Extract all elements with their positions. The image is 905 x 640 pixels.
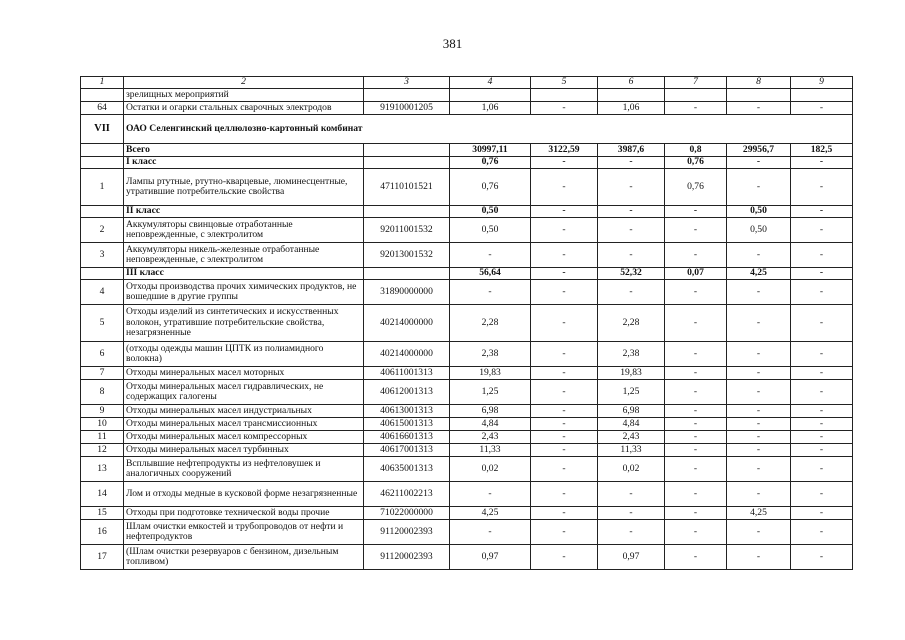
value-col4-cell: 19,83 [450, 367, 531, 380]
value-col4-cell: 0,50 [450, 206, 531, 218]
value-col7-cell: - [665, 102, 727, 115]
value-col7-cell: - [665, 405, 727, 418]
value-col6-cell: 2,28 [598, 305, 665, 342]
value-col9-cell: - [791, 169, 853, 206]
value-col6-cell: - [598, 169, 665, 206]
table-row [81, 305, 853, 342]
waste-name-cell: I класс [124, 157, 364, 169]
table-row [81, 444, 853, 457]
value-col4-cell: 0,02 [450, 457, 531, 482]
waste-code-cell: 40615001313 [364, 418, 450, 431]
waste-code-cell: 40214000000 [364, 342, 450, 367]
value-col9-cell: - [791, 520, 853, 545]
waste-name-cell: (Шлам очистки резервуаров с бензином, дизельным топливом) [124, 545, 364, 570]
table-row [81, 342, 853, 367]
value-col4-cell: 6,98 [450, 405, 531, 418]
value-col6-cell [598, 89, 665, 102]
value-col5-cell: - [531, 206, 598, 218]
value-col6-cell: 0,97 [598, 545, 665, 570]
value-col8-cell: - [727, 169, 791, 206]
value-col7-cell: - [665, 367, 727, 380]
row-number-cell: 9 [81, 405, 124, 418]
class-total-row [81, 144, 853, 157]
waste-name-cell: III класс [124, 268, 364, 280]
value-col6-cell: - [598, 520, 665, 545]
value-col5-cell: - [531, 482, 598, 507]
value-col4-cell: 0,76 [450, 169, 531, 206]
value-col5-cell: - [531, 444, 598, 457]
table-row [81, 102, 853, 115]
value-col4-cell: 4,84 [450, 418, 531, 431]
waste-name-cell: (отходы одежды машин ЦПТК из полиамидного волокна) [124, 342, 364, 367]
value-col8-cell: - [727, 102, 791, 115]
value-col6-cell: 52,32 [598, 268, 665, 280]
waste-code-cell: 91120002393 [364, 545, 450, 570]
value-col9-cell [791, 89, 853, 102]
value-col7-cell: - [665, 507, 727, 520]
value-col9-cell: - [791, 342, 853, 367]
value-col9-cell: - [791, 418, 853, 431]
value-col8-cell: - [727, 367, 791, 380]
value-col6-cell: - [598, 280, 665, 305]
value-col5-cell: - [531, 280, 598, 305]
waste-name-cell: Отходы при подготовке технической воды прочие [124, 507, 364, 520]
value-col6-cell: 2,43 [598, 431, 665, 444]
table-row [81, 520, 853, 545]
page-number: 381 [442, 36, 463, 51]
waste-table [80, 76, 853, 570]
column-header: 5 [531, 77, 598, 89]
waste-code-cell: 91120002393 [364, 520, 450, 545]
value-col5-cell: - [531, 305, 598, 342]
value-col8-cell: - [727, 243, 791, 268]
row-number-cell: 11 [81, 431, 124, 444]
value-col9-cell: - [791, 268, 853, 280]
row-number-cell [81, 144, 124, 157]
value-col4-cell: 56,64 [450, 268, 531, 280]
value-col7-cell: - [665, 206, 727, 218]
waste-code-cell [364, 89, 450, 102]
value-col8-cell: - [727, 444, 791, 457]
waste-name-cell: Остатки и огарки стальных сварочных электродов [124, 102, 364, 115]
waste-name-cell: Отходы минеральных масел гидравлических, не содержащих галогены [124, 380, 364, 405]
value-col8-cell: - [727, 545, 791, 570]
table-row [81, 243, 853, 268]
waste-code-cell: 46211002213 [364, 482, 450, 507]
class-total-row [81, 206, 853, 218]
row-number-cell [81, 89, 124, 102]
waste-code-cell: 40616601313 [364, 431, 450, 444]
row-number-cell: 12 [81, 444, 124, 457]
value-col8-cell: 4,25 [727, 268, 791, 280]
table-row [81, 405, 853, 418]
row-number-cell: VII [81, 115, 124, 144]
value-col5-cell: - [531, 218, 598, 243]
row-number-cell: 13 [81, 457, 124, 482]
value-col7-cell: 0,07 [665, 268, 727, 280]
waste-name-cell: Отходы минеральных масел турбинных [124, 444, 364, 457]
value-col8-cell: - [727, 305, 791, 342]
value-col4-cell: 4,25 [450, 507, 531, 520]
value-col5-cell [531, 89, 598, 102]
value-col6-cell: - [598, 482, 665, 507]
value-col7-cell: 0,76 [665, 157, 727, 169]
value-col6-cell: 0,02 [598, 457, 665, 482]
value-col5-cell: - [531, 431, 598, 444]
value-col5-cell: - [531, 545, 598, 570]
value-col5-cell: - [531, 380, 598, 405]
value-col4-cell: 1,06 [450, 102, 531, 115]
value-col4-cell: 0,76 [450, 157, 531, 169]
column-header: 9 [791, 77, 853, 89]
value-col9-cell: - [791, 405, 853, 418]
waste-code-cell: 91910001205 [364, 102, 450, 115]
waste-code-cell: 40612001313 [364, 380, 450, 405]
row-number-cell: 15 [81, 507, 124, 520]
value-col4-cell: 0,50 [450, 218, 531, 243]
value-col9-cell: - [791, 243, 853, 268]
row-number-cell: 2 [81, 218, 124, 243]
value-col6-cell: - [598, 206, 665, 218]
value-col5-cell: - [531, 157, 598, 169]
waste-code-cell [364, 206, 450, 218]
value-col4-cell: 2,43 [450, 431, 531, 444]
value-col5-cell: - [531, 367, 598, 380]
value-col4-cell: - [450, 482, 531, 507]
value-col9-cell: - [791, 206, 853, 218]
table-header-row [81, 77, 853, 89]
value-col6-cell: - [598, 157, 665, 169]
table-row [81, 418, 853, 431]
value-col7-cell: - [665, 280, 727, 305]
table-row [81, 218, 853, 243]
value-col8-cell: - [727, 520, 791, 545]
value-col4-cell: 1,25 [450, 380, 531, 405]
value-col6-cell: 19,83 [598, 367, 665, 380]
value-col6-cell: - [598, 218, 665, 243]
value-col5-cell: 3122,59 [531, 144, 598, 157]
value-col6-cell: - [598, 243, 665, 268]
value-col4-cell: - [450, 280, 531, 305]
waste-code-cell [364, 268, 450, 280]
value-col9-cell: - [791, 157, 853, 169]
value-col8-cell: - [727, 280, 791, 305]
value-col4-cell [450, 89, 531, 102]
waste-name-cell: Отходы минеральных масел моторных [124, 367, 364, 380]
waste-code-cell: 40613001313 [364, 405, 450, 418]
waste-code-cell: 40635001313 [364, 457, 450, 482]
waste-code-cell: 31890000000 [364, 280, 450, 305]
value-col7-cell: - [665, 342, 727, 367]
value-col7-cell: - [665, 305, 727, 342]
value-col9-cell: - [791, 507, 853, 520]
value-col5-cell: - [531, 102, 598, 115]
value-col7-cell: - [665, 482, 727, 507]
value-col8-cell: - [727, 482, 791, 507]
value-col9-cell: - [791, 444, 853, 457]
waste-code-cell [364, 144, 450, 157]
value-col9-cell: - [791, 457, 853, 482]
class-total-row [81, 268, 853, 280]
value-col4-cell: 30997,11 [450, 144, 531, 157]
value-col4-cell: 2,38 [450, 342, 531, 367]
value-col6-cell: 11,33 [598, 444, 665, 457]
waste-name-cell: Отходы минеральных масел компрессорных [124, 431, 364, 444]
value-col7-cell: - [665, 545, 727, 570]
value-col7-cell: - [665, 418, 727, 431]
value-col9-cell: - [791, 431, 853, 444]
waste-code-cell: 92013001532 [364, 243, 450, 268]
row-number-cell [81, 268, 124, 280]
class-total-row [81, 157, 853, 169]
value-col5-cell: - [531, 169, 598, 206]
value-col5-cell: - [531, 507, 598, 520]
waste-code-cell: 71022000000 [364, 507, 450, 520]
value-col5-cell: - [531, 457, 598, 482]
value-col8-cell: - [727, 405, 791, 418]
value-col7-cell: - [665, 444, 727, 457]
value-col8-cell: - [727, 431, 791, 444]
value-col7-cell: 0,8 [665, 144, 727, 157]
waste-name-cell: Отходы минеральных масел трансмиссионных [124, 418, 364, 431]
row-number-cell: 64 [81, 102, 124, 115]
column-header: 1 [81, 77, 124, 89]
value-col4-cell: - [450, 520, 531, 545]
value-col4-cell: 0,97 [450, 545, 531, 570]
value-col7-cell: - [665, 380, 727, 405]
waste-name-cell: Отходы производства прочих химических продуктов, не вошедшие в другие группы [124, 280, 364, 305]
row-number-cell: 1 [81, 169, 124, 206]
value-col8-cell: - [727, 380, 791, 405]
waste-name-cell: Отходы минеральных масел индустриальных [124, 405, 364, 418]
waste-name-cell: Отходы изделий из синтетических и искусственных волокон, утратившие потребительские свойства, незагрязненные [124, 305, 364, 342]
value-col5-cell: - [531, 268, 598, 280]
value-col8-cell: 0,50 [727, 218, 791, 243]
row-number-cell [81, 157, 124, 169]
column-header: 2 [124, 77, 364, 89]
table-row [81, 169, 853, 206]
value-col6-cell: 1,06 [598, 102, 665, 115]
row-number-cell: 10 [81, 418, 124, 431]
section-row [81, 115, 853, 144]
waste-name-cell: Шлам очистки емкостей и трубопроводов от нефти и нефтепродуктов [124, 520, 364, 545]
value-col8-cell: 29956,7 [727, 144, 791, 157]
waste-name-cell: Аккумуляторы никель-железные отработанные неповрежденные, с электролитом [124, 243, 364, 268]
row-number-cell [81, 206, 124, 218]
value-col4-cell: - [450, 243, 531, 268]
value-col8-cell: 0,50 [727, 206, 791, 218]
value-col5-cell: - [531, 418, 598, 431]
table-row [81, 507, 853, 520]
value-col6-cell: - [598, 507, 665, 520]
value-col7-cell: 0,76 [665, 169, 727, 206]
value-col8-cell: - [727, 418, 791, 431]
value-col6-cell: 2,38 [598, 342, 665, 367]
table-row [81, 431, 853, 444]
waste-code-cell: 40617001313 [364, 444, 450, 457]
value-col4-cell: 11,33 [450, 444, 531, 457]
waste-name-cell: Всего [124, 144, 364, 157]
value-col9-cell: - [791, 280, 853, 305]
row-number-cell: 4 [81, 280, 124, 305]
value-col9-cell: 182,5 [791, 144, 853, 157]
value-col9-cell: - [791, 305, 853, 342]
waste-name-cell: Аккумуляторы свинцовые отработанные неповрежденные, с электролитом [124, 218, 364, 243]
row-number-cell: 5 [81, 305, 124, 342]
row-number-cell: 3 [81, 243, 124, 268]
value-col6-cell: 4,84 [598, 418, 665, 431]
value-col9-cell: - [791, 367, 853, 380]
column-header: 8 [727, 77, 791, 89]
table-row [81, 482, 853, 507]
waste-name-cell: зрелищных мероприятий [124, 89, 364, 102]
table-row [81, 545, 853, 570]
row-number-cell: 8 [81, 380, 124, 405]
value-col7-cell: - [665, 243, 727, 268]
row-number-cell: 16 [81, 520, 124, 545]
value-col8-cell: - [727, 457, 791, 482]
waste-name-cell: Всплывшие нефтепродукты из нефтеловушек и аналогичных сооружений [124, 457, 364, 482]
value-col8-cell [727, 89, 791, 102]
value-col7-cell: - [665, 218, 727, 243]
row-number-cell: 14 [81, 482, 124, 507]
waste-code-cell: 40611001313 [364, 367, 450, 380]
waste-code-cell: 40214000000 [364, 305, 450, 342]
column-header: 7 [665, 77, 727, 89]
value-col9-cell: - [791, 102, 853, 115]
row-number-cell: 6 [81, 342, 124, 367]
column-header: 4 [450, 77, 531, 89]
value-col5-cell: - [531, 342, 598, 367]
value-col4-cell: 2,28 [450, 305, 531, 342]
value-col9-cell: - [791, 482, 853, 507]
value-col9-cell: - [791, 218, 853, 243]
row-number-cell: 7 [81, 367, 124, 380]
value-col7-cell: - [665, 520, 727, 545]
waste-code-cell [364, 157, 450, 169]
value-col9-cell: - [791, 380, 853, 405]
waste-name-cell: ОАО Селенгинский целлюлозно-картонный комбинат [124, 115, 853, 144]
value-col5-cell: - [531, 243, 598, 268]
table-row [81, 280, 853, 305]
value-col7-cell: - [665, 431, 727, 444]
value-col7-cell: - [665, 457, 727, 482]
value-col6-cell: 1,25 [598, 380, 665, 405]
value-col5-cell: - [531, 405, 598, 418]
waste-name-cell: Лампы ртутные, ртутно-кварцевые, люминесцентные, утратившие потребительские свойства [124, 169, 364, 206]
column-header: 6 [598, 77, 665, 89]
waste-code-cell: 92011001532 [364, 218, 450, 243]
table-row [81, 457, 853, 482]
table-row [81, 380, 853, 405]
table-row [81, 89, 853, 102]
value-col8-cell: 4,25 [727, 507, 791, 520]
value-col8-cell: - [727, 157, 791, 169]
value-col9-cell: - [791, 545, 853, 570]
row-number-cell: 17 [81, 545, 124, 570]
value-col6-cell: 3987,6 [598, 144, 665, 157]
value-col6-cell: 6,98 [598, 405, 665, 418]
table-row [81, 367, 853, 380]
waste-code-cell: 47110101521 [364, 169, 450, 206]
column-header: 3 [364, 77, 450, 89]
value-col8-cell: - [727, 342, 791, 367]
value-col7-cell [665, 89, 727, 102]
waste-name-cell: II класс [124, 206, 364, 218]
waste-name-cell: Лом и отходы медные в кусковой форме незагрязненные [124, 482, 364, 507]
value-col5-cell: - [531, 520, 598, 545]
